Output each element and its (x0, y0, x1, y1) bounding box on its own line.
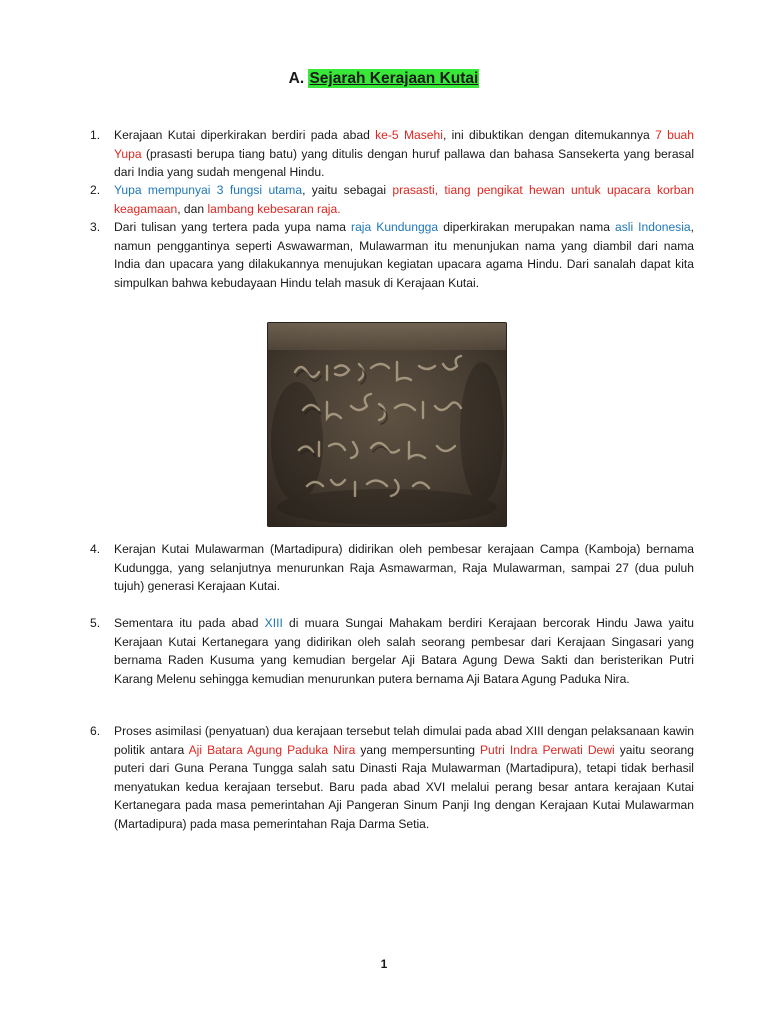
text-segment: Sementara itu pada abad (114, 616, 265, 630)
page-number: 1 (380, 957, 388, 971)
list-item-text (114, 126, 694, 182)
list-item-number: 1. (90, 128, 101, 142)
text-segment: Dari tulisan yang tertera pada yupa nama (114, 220, 352, 234)
list-item-number: 6. (90, 724, 101, 738)
highlight-blue-segment: asli Indonesia (614, 220, 691, 234)
highlight-blue-segment: raja Kundungga (351, 220, 439, 234)
text-segment: (prasasti berupa tiang batu) yang ditulis dengan huruf pallawa dan bahasa Sansekerta yang berasal dari India yang sudah mengenal Hindu. (114, 146, 694, 179)
text-segment: di muara Sungai Mahakam berdiri Kerajaan bercorak Hindu Jawa yaitu Kerajaan Kutai Kertanegara yang didirikan oleh salah seorang pembesar dari Kerajaan Singasari yang bernama Raden Kusuma yang kemudian bergelar Aji Batara Agung Dewa Sakti dan beristerikan Putri Karang Melenu sehingga kemudian menurunkan putera bernama Aji Batara Agung Paduka Nira. (114, 616, 694, 686)
section-heading-title: Sejarah Kerajaan Kutai (309, 70, 479, 87)
text-segment: , dan (177, 201, 208, 216)
list-item-text (114, 181, 694, 218)
text-segment: , ini dibuktikan dengan ditemukannya (442, 128, 656, 142)
list-item-3 (90, 218, 694, 292)
list-item-number: 3. (90, 220, 101, 234)
highlight-red-segment: prasasti, tiang pengikat hewan untuk upacara korban keagamaan (114, 183, 694, 216)
list-item-text (114, 218, 694, 292)
highlight-red-segment: 7 buah Yupa (114, 128, 694, 161)
highlight-blue-segment: XIII (264, 616, 283, 630)
section-heading-prefix: A. (288, 70, 305, 87)
list-item-1 (90, 126, 694, 182)
highlight-red-segment: lambang kebesaran raja. (207, 201, 341, 216)
list-item-2 (90, 181, 694, 218)
list-item-text (114, 614, 694, 688)
highlight-red-segment: ke-5 Masehi (375, 128, 443, 142)
list-item-6 (90, 722, 694, 833)
text-segment: Proses asimilasi (penyatuan) dua kerajaan tersebut telah dimulai pada abad XIII dengan pelaksanaan kawin politik antara (114, 724, 694, 757)
text-segment: yaitu seorang puteri dari Guna Perana Tungga salah satu Dinasti Raja Mulawarman (Martadipura), tetapi tidak berhasil menyatukan kedua kerajaan tersebut. Baru pada abad XVI melalui perang besar antara kerajaan Kutai Kertanegara pada masa pemerintahan Aji Pangeran Sinum Panji Ing dengan Kerajaan Kutai Mulawarman (Martadipura) pada masa pemerintahan Raja Darma Setia. (114, 742, 695, 831)
highlight-red-segment: Aji Batara Agung Paduka Nira (188, 742, 356, 757)
list-item-number: 5. (90, 616, 101, 630)
text-segment: , yaitu sebagai (302, 183, 393, 197)
text-segment: , namun penggantinya seperti Aswawarman, Mulawarman itu menunjukan nama yang diambil dari nama India dan upacara yang dilakukannya menujukan kegiatan upacara agama Hindu. Dari sanalah dapat kita simpulkan bahwa kebudayaan Hindu telah masuk di Kerajaan Kutai. (114, 220, 695, 290)
list-item-5 (90, 614, 694, 688)
list-item-text (114, 540, 694, 596)
highlight-red-segment: Putri Indra Perwati Dewi (479, 742, 615, 757)
yupa-inscription-photo (267, 322, 507, 527)
list-item-text (114, 722, 694, 833)
text-segment: yang mempersunting (355, 742, 480, 757)
text-segment: Kerajaan Kutai diperkirakan berdiri pada abad (114, 128, 376, 142)
highlight-blue-segment: Yupa mempunyai 3 fungsi utama (114, 183, 303, 197)
text-segment: Kerajan Kutai Mulawarman (Martadipura) didirikan oleh pembesar kerajaan Campa (Kamboja) bernama Kudungga, yang selanjutnya menurunkan Raja Asmawarman, Raja Mulawarman, sampai 27 (dua puluh tujuh) generasi Kerajaan Kutai. (114, 542, 694, 593)
list-item-4 (90, 540, 694, 596)
section-heading (0, 68, 768, 90)
list-item-number: 4. (90, 542, 101, 556)
list-item-number: 2. (90, 183, 101, 197)
text-segment: diperkirakan merupakan nama (438, 220, 615, 234)
